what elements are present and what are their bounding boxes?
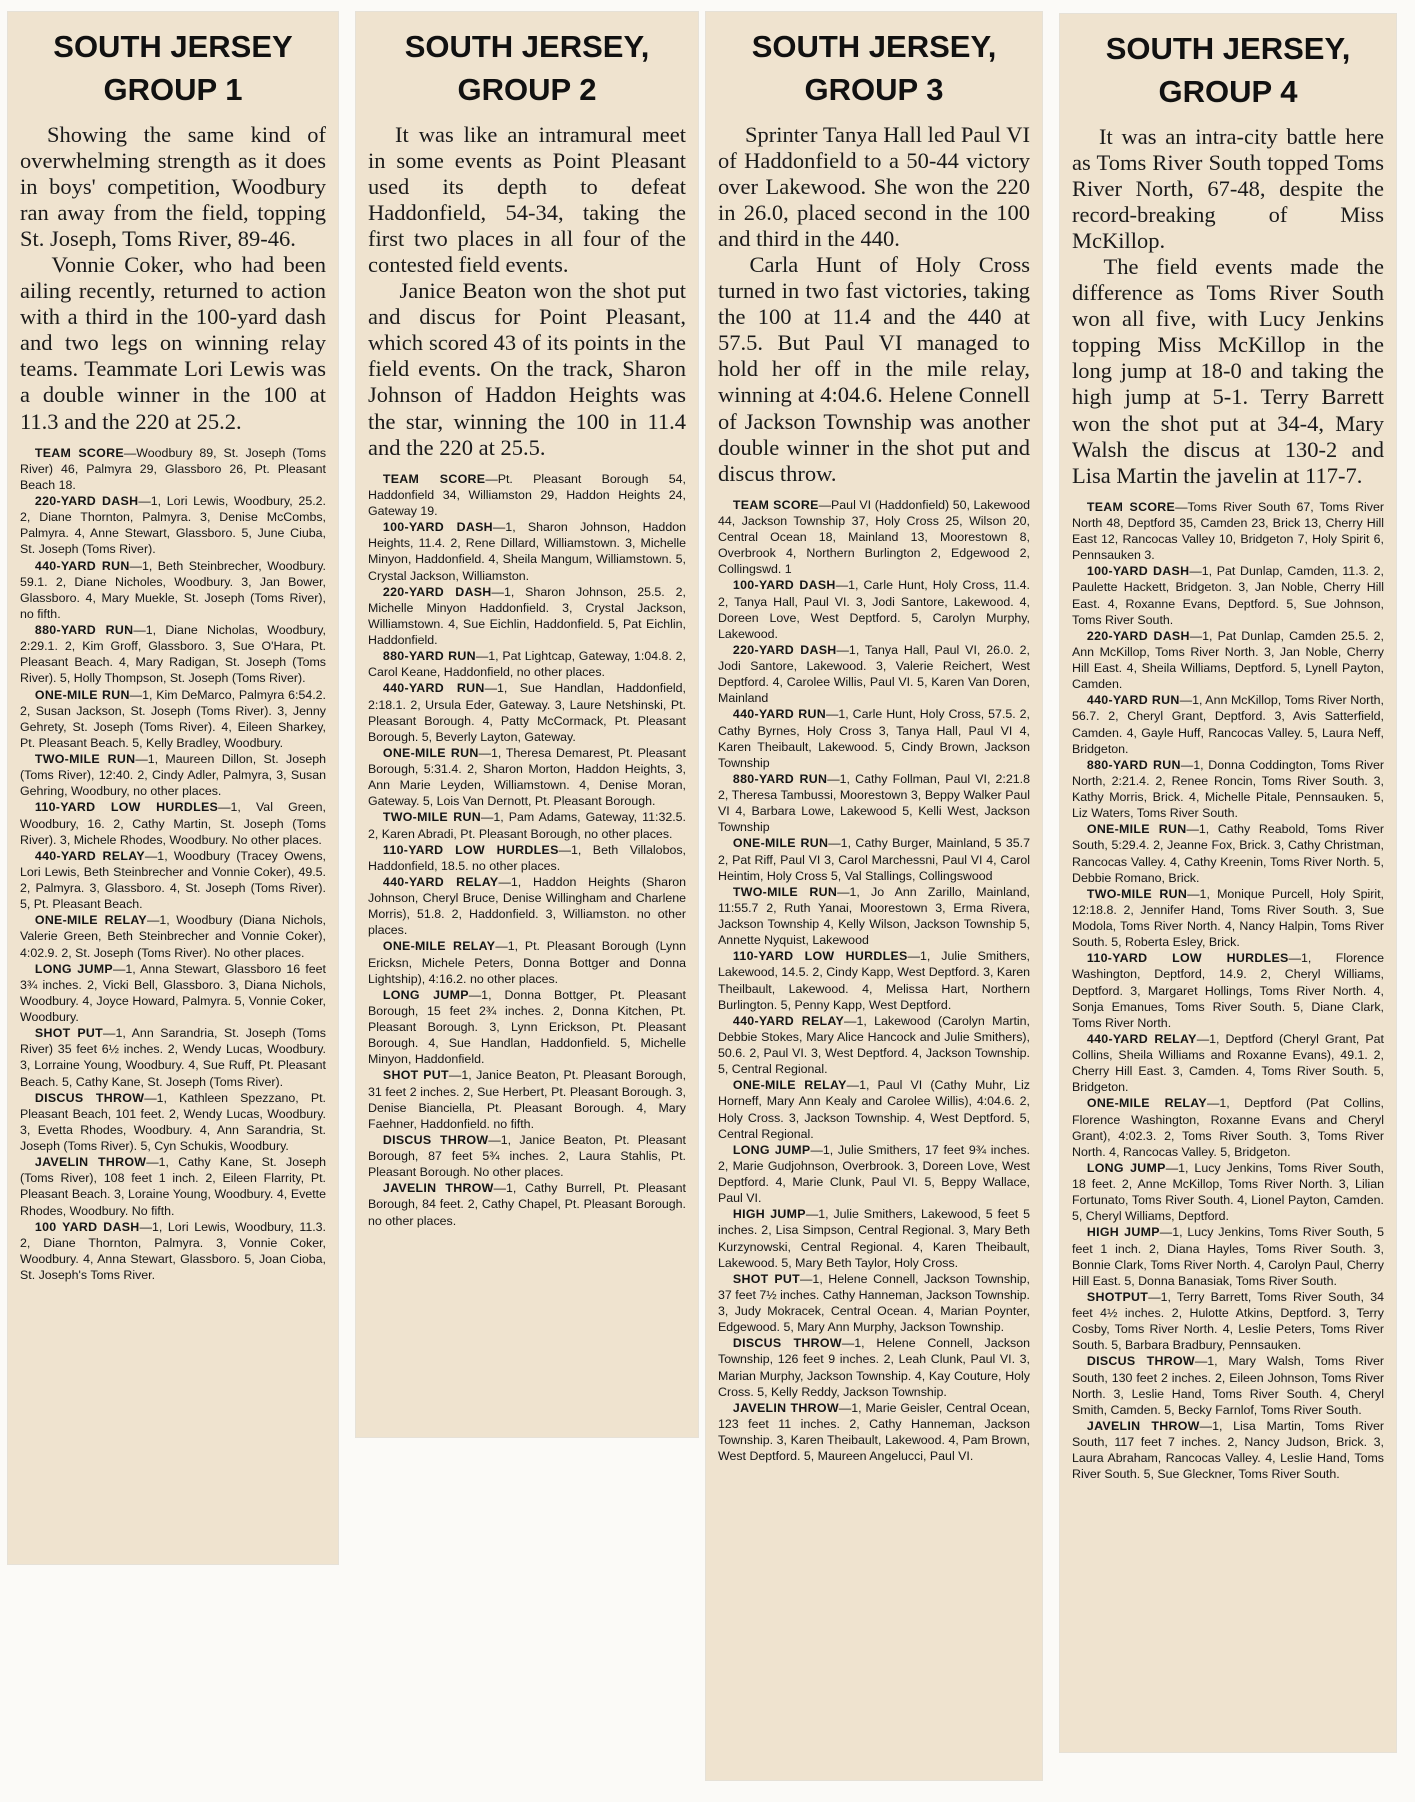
event-name: JAVELIN THROW: [732, 1400, 839, 1415]
results-list: [20, 445, 326, 1284]
lead-paragraph: It was like an intramural meet in some events as Point Pleasant used its depth to defeat Haddonfield, 54-34, taking the first two places in all four of the contested field events.: [368, 121, 686, 277]
event-name: 440-YARD RELAY: [382, 874, 499, 889]
event-results: 1, Carle Hunt, Holy Cross, 11.4. 2, Tanya Hall, Paul VI. 3, Jodi Santore, Lakewood. 4, Doreen Love, West Deptford. 5, Carolyn Murphy, Lakewood.: [718, 578, 1030, 641]
event-results: 1, Sue Handlan, Haddonfield, 2:18.1. 2, Ursula Eder, Gateway. 3, Laure Netshinski, Pt. Pleasant Borough. 4, Patty McCormack, Pt. Pleasant Borough. 5, Beverly Layton, Gateway.: [368, 681, 686, 744]
lead-paragraph: Sprinter Tanya Hall led Paul VI of Haddonfield to a 50-44 victory over Lakewood. She won the 220 in 26.0, placed second in the 100 and third in the 440.: [718, 121, 1030, 251]
event-name: TEAM SCORE: [732, 497, 819, 512]
event-name: 440-YARD RELAY: [34, 848, 145, 863]
event-results: 1, Terry Barrett, Toms River South, 34 feet 4½ inches. 2, Hulotte Atkins, Deptford. 3, Terry Cosby, Toms River North. 4, Leslie Peters, Toms River South. 5, Barbara Bradbury, Pennsauken.: [1072, 1289, 1384, 1353]
event-results: 1, Kathleen Spezzano, Pt. Pleasant Beach, 101 feet. 2, Wendy Lucas, Woodbury. 3, Evetta Rhodes, Woodbury. 4, Ann Sarandria, St. Joseph (Toms River). 5, Cyn Schukis, Woodbury.: [20, 1090, 327, 1154]
result-entry: 100-YARD DASH—1, Carle Hunt, Holy Cross, 11.4. 2, Tanya Hall, Paul VI. 3, Jodi Santore, Lakewood. 4, Doreen Love, West Deptford. 5, Carolyn Murphy, Lakewood.: [718, 578, 1030, 641]
event-name: DISCUS THROW: [1086, 1354, 1195, 1369]
event-results: Toms River South 67, Toms River North 48, Deptford 35, Camden 23, Brick 13, Cherry Hill East 12, Rancocas Valley 10, Bridgeton 7, Holy Spirit 6, Pennsauken 3.: [1072, 499, 1385, 563]
result-entry: 100-YARD DASH—1, Sharon Johnson, Haddon Heights, 11.4. 2, Rene Dillard, Williamstown. 3, Michelle Minyon, Haddonfield. 4, Sheila Mangum, Williamstown. 5, Crystal Jackson, Williamston.: [368, 520, 686, 583]
event-name: 110-YARD LOW HURDLES: [1086, 951, 1289, 966]
result-entry: 100-YARD DASH—1, Pat Dunlap, Camden, 11.3. 2, Paulette Hackett, Bridgeton. 3, Jan Noble, Cherry Hill East. 4, Roxanne Evans, Deptford. 5, Sue Johnson, Toms River South.: [1072, 564, 1384, 627]
event-results: 1, Janice Beaton, Pt. Pleasant Borough, 31 feet 2 inches. 2, Sue Herbert, Pt. Pleasant Borough. 3, Denise Bianciella, Pt. Pleasant Borough. 4, Mary Faehner, Haddonfield. no fifth.: [368, 1068, 687, 1131]
result-entry: 110-YARD LOW HURDLES—1, Florence Washington, Deptford, 14.9. 2, Cheryl Williams, Deptford. 3, Margaret Hollings, Toms River North. 4, Sonja Emanues, Toms River South. 5, Diane Clark, Toms River North.: [1072, 951, 1385, 1030]
event-name: TEAM SCORE: [34, 445, 124, 460]
event-results: 1, Beth Steinbrecher, Woodbury. 59.1. 2, Diane Nicholes, Woodbury. 3, Jan Bower, Glassboro. 4, Mary Muekle, St. Joseph (Toms River), no fifth.: [20, 558, 326, 621]
event-name: 220-YARD DASH: [382, 584, 492, 599]
result-entry: DISCUS THROW—1, Janice Beaton, Pt. Pleasant Borough, 87 feet 5¾ inches. 2, Laura Stahlis, Pt. Pleasant Borough. No other places.: [368, 1132, 686, 1180]
result-entry: ONE-MILE RELAY—1, Paul VI (Cathy Muhr, Liz Horneff, Mary Ann Kealy and Carolee Willis), 4:04.6. 2, Holy Cross. 3, Jackson Township. 4, West Deptford. 5, Central Regional.: [718, 1078, 1031, 1141]
event-results: 1, Ann McKillop, Toms River North, 56.7. 2, Cheryl Grant, Deptford. 3, Avis Satterfield, Camden. 4, Gayle Huff, Rancocas Valley. 5, Laura Neff, Bridgeton.: [1072, 693, 1384, 756]
event-name: 440-YARD RELAY: [732, 1013, 845, 1028]
event-results: 1, Woodbury (Diana Nichols, Valerie Green, Beth Steinbrecher and Vonnie Coker), 4:02.9. 2, St. Joseph (Toms River). No other places.: [20, 913, 326, 960]
event-name: SHOT PUT: [34, 1026, 104, 1041]
headline: [368, 26, 686, 112]
results-list: [718, 497, 1030, 1465]
event-name: ONE-MILE RELAY: [34, 913, 147, 928]
event-name: TEAM SCORE: [382, 471, 486, 486]
event-results: 1, Val Green, Woodbury, 16. 2, Cathy Martin, St. Joseph (Toms River). 3, Michele Rhodes, Woodbury. No other places.: [20, 800, 326, 847]
event-name: JAVELIN THROW: [382, 1181, 494, 1196]
result-entry: JAVELIN THROW—1, Cathy Burrell, Pt. Pleasant Borough, 84 feet. 2, Cathy Chapel, Pt. Pleasant Borough. no other places.: [368, 1181, 686, 1228]
lead-paragraph: Showing the same kind of overwhelming strength as it does in boys' competition, Woodbury ran away from the field, topping St. Joseph, Toms River, 89-46.: [20, 121, 326, 251]
result-entry: ONE-MILE RUN—1, Kim DeMarco, Palmyra 6:54.2. 2, Susan Jackson, St. Joseph (Toms River). 3, Jenny Gehrety, St. Joseph (Toms River). 4, Eileen Sharkey, Pt. Pleasant Beach. 5, Kelly Bradley, Woodbury.: [20, 687, 327, 750]
event-results: 1, Monique Purcell, Holy Spirit, 12:18.8. 2, Jennifer Hand, Toms River South. 3, Sue Modola, Toms River North. 4, Nancy Halpin, Toms River South. 5, Roberta Esley, Brick.: [1072, 886, 1384, 950]
result-entry: ONE-MILE RELAY—1, Deptford (Pat Collins, Florence Washington, Roxanne Evans and Cheryl Grant), 4:02.3. 2, Toms River South. 3, Toms River North. 4, Rancocas Valley. 5, Bridgeton.: [1072, 1096, 1384, 1159]
event-results: 1, Marie Geisler, Central Ocean, 123 feet 11 inches. 2, Cathy Hanneman, Jackson Township. 3, Karen Theibault, Lakewood. 4, Pam Brown, West Deptford. 5, Maureen Angelucci, Paul VI.: [718, 1400, 1030, 1464]
result-entry: 440-YARD RUN—1, Ann McKillop, Toms River North, 56.7. 2, Cheryl Grant, Deptford. 3, Avis Satterfield, Camden. 4, Gayle Huff, Rancocas Valley. 5, Laura Neff, Bridgeton.: [1072, 693, 1384, 756]
event-name: SHOT PUT: [732, 1271, 801, 1286]
event-results: 1, Julie Smithers, 17 feet 9¾ inches. 2, Marie Gudjohnson, Overbrook. 3, Doreen Love, West Deptford. 4, Marie Clunk, Paul VI. 5, Beppy Wallace, Paul VI.: [718, 1142, 1030, 1206]
event-name: 880-YARD RUN: [1086, 757, 1181, 772]
event-results: 1, Jo Ann Zarillo, Mainland, 11:55.7 2, Ruth Yanai, Moorestown 3, Erma Rivera, Jackson Township 4, Kelly Wilson, Jackson Township 5, Annette Nyquist, Lakewood: [718, 884, 1030, 948]
event-name: TWO-MILE RUN: [34, 752, 136, 767]
result-entry: JAVELIN THROW—1, Cathy Kane, St. Joseph (Toms River), 108 feet 1 inch. 2, Eileen Flarrity, Pt. Pleasant Beach. 3, Loraine Young, Woodbury. 4, Evette Rhodes, Woodbury. No fifth.: [20, 1155, 326, 1218]
event-name: ONE-MILE RELAY: [1086, 1096, 1207, 1111]
event-results: 1, Cathy Kane, St. Joseph (Toms River), 108 feet 1 inch. 2, Eileen Flarrity, Pt. Pleasant Beach. 3, Loraine Young, Woodbury. 4, Evette Rhodes, Woodbury. No fifth.: [20, 1155, 326, 1218]
event-name: 100-YARD DASH: [382, 520, 493, 535]
lead-paragraph: The field events made the difference as Toms River South won all five, with Lucy Jenkins topping Miss McKillop in the long jump at 18-0 and taking the high jump at 5-1. Terry Barrett won the shot put at 34-4, Mary Walsh the discus at 130-2 and Lisa Martin the javelin at 117-7.: [1072, 254, 1384, 488]
event-name: 880-YARD RUN: [732, 771, 828, 786]
headline-line-2: GROUP 2: [457, 71, 597, 107]
event-results: 1, Julie Smithers, Lakewood, 14.5. 2, Cindy Kapp, West Deptford. 3, Karen Theilbault, Lakewood. 4, Melissa Hart, Northern Burlington. 5, Penny Kapp, West Deptford.: [718, 949, 1030, 1012]
result-entry: LONG JUMP—1, Anna Stewart, Glassboro 16 feet 3¾ inches. 2, Vicki Bell, Glassboro. 3, Diana Nichols, Woodbury. 4, Joyce Howard, Palmyra. 5, Vonnie Coker, Woodbury.: [20, 961, 326, 1025]
result-entry: 440-YARD RELAY—1, Deptford (Cheryl Grant, Pat Collins, Sheila Williams and Roxanne Evans), 49.1. 2, Cherry Hill East. 3, Camden. 4, Toms River South. 5, Bridgeton.: [1072, 1031, 1384, 1095]
event-name: 220-YARD DASH: [1086, 628, 1190, 643]
result-entry: SHOT PUT—1, Janice Beaton, Pt. Pleasant Borough, 31 feet 2 inches. 2, Sue Herbert, Pt. Pleasant Borough. 3, Denise Bianciella, Pt. Pleasant Borough. 4, Mary Faehner, Haddonfield. no fifth.: [368, 1068, 687, 1131]
result-entry: 440-YARD RELAY—1, Woodbury (Tracey Owens, Lori Lewis, Beth Steinbrecher and Vonnie Coker), 49.5. 2, Palmyra. 3, Glassboro. 4, St. Joseph (Toms River). 5, Pt. Pleasant Beach.: [20, 848, 326, 912]
result-entry: TEAM SCORE—Paul VI (Haddonfield) 50, Lakewood 44, Jackson Township 37, Holy Cross 25, Wilson 20, Central Ocean 18, Mainland 13, Moorestown 8, Overbrook 4, Northern Burlington 2, Edgewood 2, Collingswd. 1: [718, 497, 1030, 577]
result-entry: HIGH JUMP—1, Lucy Jenkins, Toms River South, 5 feet 1 inch. 2, Diana Hayles, Toms River South. 3, Bonnie Clark, Toms River North. 4, Carolyn Paul, Cherry Hill East. 5, Donna Banasiak, Toms River South.: [1072, 1225, 1385, 1288]
result-entry: LONG JUMP—1, Lucy Jenkins, Toms River South, 18 feet. 2, Anne McKillop, Toms River North. 3, Lilian Fortunato, Toms River South. 4, Lionel Payton, Camden. 5, Cheryl Williams, Deptford.: [1072, 1160, 1384, 1224]
event-name: LONG JUMP: [1086, 1160, 1166, 1175]
result-entry: 880-YARD RUN—1, Diane Nicholas, Woodbury, 2:29.1. 2, Kim Groff, Glassboro. 3, Sue O'Hara, Pt. Pleasant Beach. 4, Mary Radigan, St. Joseph (Toms River). 5, Holly Thompson, St. Joseph (Toms River).: [20, 623, 326, 686]
result-entry: TEAM SCORE—Toms River South 67, Toms River North 48, Deptford 35, Camden 23, Brick 13, Cherry Hill East 12, Rancocas Valley 10, Bridgeton 7, Holy Spirit 6, Pennsauken 3.: [1072, 499, 1385, 563]
event-name: 440-YARD RUN: [732, 707, 827, 722]
event-results: 1, Anna Stewart, Glassboro 16 feet 3¾ inches. 2, Vicki Bell, Glassboro. 3, Diana Nichols, Woodbury. 4, Joyce Howard, Palmyra. 5, Vonnie Coker, Woodbury.: [20, 961, 326, 1025]
result-entry: JAVELIN THROW—1, Lisa Martin, Toms River South, 117 feet 7 inches. 2, Nancy Judson, Brick. 3, Laura Abraham, Rancocas Valley. 4, Leslie Hand, Toms River South. 5, Sue Gleckner, Toms River South.: [1072, 1418, 1384, 1482]
event-results: 1, Mary Walsh, Toms River South, 130 feet 2 inches. 2, Eileen Johnson, Toms River North. 3, Leslie Hand, Toms River South. 4, Cheryl Smith, Camden. 5, Becky Farnlof, Toms River South.: [1072, 1354, 1385, 1417]
event-results: 1, Cathy Reabold, Toms River South, 5:29.4. 2, Jeanne Fox, Brick. 3, Cathy Christman, Rancocas Valley. 4, Cathy Kreenin, Toms River North. 5, Debbie Romano, Brick.: [1072, 822, 1384, 885]
event-results: 1, Julie Smithers, Lakewood, 5 feet 5 inches. 2, Lisa Simpson, Central Regional. 3, Mary Beth Kurzynowski, Central Regional. 4, Karen Theibault, Lakewood. 5, Mary Beth Taylor, Holy Cross.: [718, 1207, 1031, 1270]
clipping-group3: [706, 12, 1042, 1780]
headline-line-2: GROUP 1: [103, 71, 243, 107]
event-name: JAVELIN THROW: [1086, 1418, 1200, 1433]
result-entry: TWO-MILE RUN—1, Pam Adams, Gateway, 11:32.5. 2, Karen Abradi, Pt. Pleasant Borough, no other places.: [368, 810, 686, 841]
event-results: 1, Lucy Jenkins, Toms River South, 18 feet. 2, Anne McKillop, Toms River North. 3, Lilian Fortunato, Toms River South. 4, Lionel Payton, Camden. 5, Cheryl Williams, Deptford.: [1072, 1160, 1384, 1224]
event-name: LONG JUMP: [34, 961, 113, 976]
lead-paragraph: Vonnie Coker, who had been ailing recently, returned to action with a third in the 100-yard dash and two legs on winning relay teams. Teammate Lori Lewis was a double winner in the 100 at 11.3 and the 220 at 25.2.: [20, 252, 326, 434]
result-entry: 110-YARD LOW HURDLES—1, Beth Villalobos, Haddonfield, 18.5. no other places.: [368, 842, 686, 873]
event-name: 440-YARD RUN: [34, 558, 130, 573]
event-results: 1, Ann Sarandria, St. Joseph (Toms River) 35 feet 6½ inches. 2, Wendy Lucas, Woodbury. 3, Lorraine Young, Woodbury. 4, Sue Ruff, Pt. Pleasant Beach. 5, Cathy Kane, St. Joseph (Toms River).: [20, 1026, 326, 1089]
event-results: 1, Paul VI (Cathy Muhr, Liz Horneff, Mary Ann Kealy and Carolee Willis), 4:04.6. 2, Holy Cross. 3, Jackson Township. 4, West Deptford. 5, Central Regional.: [718, 1078, 1031, 1141]
event-name: ONE-MILE RUN: [34, 687, 130, 702]
event-results: 1, Haddon Heights (Sharon Johnson, Cheryl Bruce, Denise Willingham and Charlene Morris), 51.8. 2, Haddonfield. 3, Williamston. no other places.: [368, 874, 686, 938]
result-entry: TWO-MILE RUN—1, Monique Purcell, Holy Spirit, 12:18.8. 2, Jennifer Hand, Toms River South. 3, Sue Modola, Toms River North. 4, Nancy Halpin, Toms River South. 5, Roberta Esley, Brick.: [1072, 886, 1384, 950]
result-entry: ONE-MILE RUN—1, Cathy Burger, Mainland, 5 35.7 2, Pat Riff, Paul VI 3, Carol Marchessni, Paul VI 4, Carol Heintim, Holy Cross 5, Val Stallings, Collingswood: [718, 836, 1030, 883]
event-results: 1, Deptford (Pat Collins, Florence Washington, Roxanne Evans and Cheryl Grant), 4:02.3. 2, Toms River South. 3, Toms River North. 4, Rancocas Valley. 5, Bridgeton.: [1072, 1096, 1384, 1159]
event-name: 220-YARD DASH: [34, 494, 139, 509]
event-results: 1, Woodbury (Tracey Owens, Lori Lewis, Beth Steinbrecher and Vonnie Coker), 49.5. 2, Palmyra. 3, Glassboro. 4, St. Joseph (Toms River). 5, Pt. Pleasant Beach.: [20, 848, 326, 912]
event-name: LONG JUMP: [732, 1142, 811, 1157]
result-entry: 110-YARD LOW HURDLES—1, Val Green, Woodbury, 16. 2, Cathy Martin, St. Joseph (Toms River). 3, Michele Rhodes, Woodbury. No other places.: [20, 800, 326, 847]
event-results: 1, Lori Lewis, Woodbury, 11.3. 2, Diane Thornton, Palmyra. 3, Vonnie Coker, Woodbury. 4, Anna Stewart, Glassboro. 5, Joan Cioba, St. Joseph's Toms River.: [20, 1219, 326, 1283]
event-results: 1, Sharon Johnson, Haddon Heights, 11.4. 2, Rene Dillard, Williamstown. 3, Michelle Minyon, Haddonfield. 4, Sheila Mangum, Williamstown. 5, Crystal Jackson, Williamston.: [368, 520, 686, 583]
result-entry: 880-YARD RUN—1, Pat Lightcap, Gateway, 1:04.8. 2, Carol Keane, Haddonfield, no other places.: [368, 649, 686, 680]
event-name: ONE-MILE RUN: [382, 745, 479, 760]
event-results: 1, Deptford (Cheryl Grant, Pat Collins, Sheila Williams and Roxanne Evans), 49.1. 2, Cherry Hill East. 3, Camden. 4, Toms River South. 5, Bridgeton.: [1072, 1031, 1384, 1095]
event-name: DISCUS THROW: [732, 1336, 842, 1351]
event-results: 1, Carle Hunt, Holy Cross, 57.5. 2, Cathy Byrnes, Holy Cross 3, Tanya Hall, Paul VI 4, Karen Theibault, Lakewood. 5, Cindy Brown, Jackson Township: [718, 707, 1030, 770]
event-name: JAVELIN THROW: [34, 1155, 147, 1170]
result-entry: DISCUS THROW—1, Kathleen Spezzano, Pt. Pleasant Beach, 101 feet. 2, Wendy Lucas, Woodbury. 3, Evetta Rhodes, Woodbury. 4, Ann Sarandria, St. Joseph (Toms River). 5, Cyn Schukis, Woodbury.: [20, 1090, 327, 1154]
result-entry: HIGH JUMP—1, Julie Smithers, Lakewood, 5 feet 5 inches. 2, Lisa Simpson, Central Regional. 3, Mary Beth Kurzynowski, Central Regional. 4, Karen Theibault, Lakewood. 5, Mary Beth Taylor, Holy Cross.: [718, 1207, 1031, 1270]
event-name: DISCUS THROW: [382, 1132, 489, 1147]
event-results: 1, Cathy Burger, Mainland, 5 35.7 2, Pat Riff, Paul VI 3, Carol Marchessni, Paul VI 4, Carol Heintim, Holy Cross 5, Val Stallings, Collingswood: [718, 836, 1030, 883]
result-entry: TWO-MILE RUN—1, Jo Ann Zarillo, Mainland, 11:55.7 2, Ruth Yanai, Moorestown 3, Erma Rivera, Jackson Township 4, Kelly Wilson, Jackson Township 5, Annette Nyquist, Lakewood: [718, 884, 1030, 948]
event-name: 220-YARD DASH: [732, 642, 837, 657]
clipping-group4: [1060, 14, 1396, 1752]
event-results: 1, Cathy Burrell, Pt. Pleasant Borough, 84 feet. 2, Cathy Chapel, Pt. Pleasant Borough. no other places.: [368, 1181, 686, 1228]
result-entry: 880-YARD RUN—1, Donna Coddington, Toms River North, 2:21.4. 2, Renee Roncin, Toms River South. 3, Kathy Morris, Brick. 4, Michelle Pitale, Pennsauken. 5, Liz Waters, Toms River South.: [1072, 757, 1384, 821]
event-results: 1, Pt. Pleasant Borough (Lynn Ericksn, Michele Peters, Donna Bottger and Donna Lightship), 4:16.2. no other places.: [368, 939, 686, 986]
event-name: 100 YARD DASH: [34, 1219, 140, 1234]
event-results: 1, Helene Connell, Jackson Township, 37 feet 7½ inches. Cathy Hanneman, Jackson Township. 3, Judy Mokracek, Central Ocean. 4, Marian Poynter, Edgewood. 5, Mary Ann Murphy, Jackson Township.: [718, 1271, 1030, 1335]
event-name: TWO-MILE RUN: [1086, 886, 1188, 901]
event-results: 1, Maureen Dillon, St. Joseph (Toms River), 12:40. 2, Cindy Adler, Palmyra, 3, Susan Gehring, Woodbury, no other places.: [20, 752, 326, 799]
event-results: 1, Lori Lewis, Woodbury, 25.2. 2, Diane Thornton, Palmyra. 3, Denise McCombs, Palmyra. 4, Anne Stewart, Glassboro. 5, June Ciuba, St. Joseph (Toms River).: [20, 494, 326, 557]
headline-line-1: SOUTH JERSEY,: [751, 29, 997, 64]
event-results: 1, Lisa Martin, Toms River South, 117 feet 7 inches. 2, Nancy Judson, Brick. 3, Laura Abraham, Rancocas Valley. 4, Leslie Hand, Toms River South. 5, Sue Gleckner, Toms River South.: [1072, 1418, 1384, 1482]
event-name: ONE-MILE RUN: [732, 836, 829, 851]
event-results: Pt. Pleasant Borough 54, Haddonfield 34, Williamston 29, Haddon Heights 24, Gateway 19.: [368, 471, 686, 518]
event-name: 100-YARD DASH: [1086, 564, 1190, 579]
results-list: [1072, 499, 1384, 1483]
event-name: 110-YARD LOW HURDLES: [732, 949, 908, 964]
event-results: 1, Donna Coddington, Toms River North, 2:21.4. 2, Renee Roncin, Toms River South. 3, Kathy Morris, Brick. 4, Michelle Pitale, Pennsauken. 5, Liz Waters, Toms River South.: [1072, 757, 1384, 821]
event-results: 1, Helene Connell, Jackson Township, 126 feet 9 inches. 2, Leah Clunk, Paul VI. 3, Marian Murphy, Jackson Township. 4, Kay Couture, Holy Cross. 5, Kelly Reddy, Jackson Township.: [718, 1336, 1031, 1399]
event-results: 1, Lakewood (Carolyn Martin, Debbie Stokes, Mary Alice Hancock and Julie Smithers), 50.6. 2, Paul VI. 3, West Deptford. 4, Jackson Township. 5, Central Regional.: [718, 1013, 1030, 1077]
event-name: 880-YARD RUN: [382, 649, 476, 664]
event-results: 1, Pat Lightcap, Gateway, 1:04.8. 2, Carol Keane, Haddonfield, no other places.: [368, 649, 686, 680]
event-results: 1, Sharon Johnson, 25.5. 2, Michelle Minyon Haddonfield. 3, Crystal Jackson, Williamstown. 4, Sue Eichlin, Haddonfield. 5, Pat Eichlin, Haddonfield.: [368, 584, 686, 647]
event-results: 1, Theresa Demarest, Pt. Pleasant Borough, 5:31.4. 2, Sharon Morton, Haddon Heights, 3, Ann Marie Leyden, Williamstown. 4, Denise Moran, Gateway. 5, Lois Van Dernott, Pt. Pleasant Borough.: [368, 745, 686, 809]
event-name: 880-YARD RUN: [34, 623, 134, 638]
event-name: 110-YARD LOW HURDLES: [34, 800, 219, 815]
result-entry: ONE-MILE RELAY—1, Woodbury (Diana Nichols, Valerie Green, Beth Steinbrecher and Vonnie Coker), 4:02.9. 2, St. Joseph (Toms River). No other places.: [20, 913, 326, 960]
result-entry: LONG JUMP—1, Donna Bottger, Pt. Pleasant Borough, 15 feet 2¾ inches. 2, Donna Kitchen, Pt. Pleasant Borough. 3, Lynn Erickson, Pt. Pleasant Borough. 4, Sue Handlan, Haddonfield. 5, Michelle Minyon, Haddonfield.: [368, 987, 686, 1067]
event-results: 1, Janice Beaton, Pt. Pleasant Borough, 87 feet 5¾ inches. 2, Laura Stahlis, Pt. Pleasant Borough. No other places.: [368, 1132, 686, 1180]
headline-line-2: GROUP 4: [1158, 73, 1298, 109]
result-entry: ONE-MILE RUN—1, Theresa Demarest, Pt. Pleasant Borough, 5:31.4. 2, Sharon Morton, Haddon Heights, 3, Ann Marie Leyden, Williamstown. 4, Denise Moran, Gateway. 5, Lois Van Dernott, Pt. Pleasant Borough.: [368, 745, 686, 809]
result-entry: SHOT PUT—1, Ann Sarandria, St. Joseph (Toms River) 35 feet 6½ inches. 2, Wendy Lucas, Woodbury. 3, Lorraine Young, Woodbury. 4, Sue Ruff, Pt. Pleasant Beach. 5, Cathy Kane, St. Joseph (Toms River).: [20, 1026, 326, 1089]
event-name: TWO-MILE RUN: [732, 884, 838, 899]
event-results: 1, Lucy Jenkins, Toms River South, 5 feet 1 inch. 2, Diana Hayles, Toms River South. 3, Bonnie Clark, Toms River North. 4, Carolyn Paul, Cherry Hill East. 5, Donna Banasiak, Toms River South.: [1072, 1225, 1385, 1288]
result-entry: 440-YARD RELAY—1, Haddon Heights (Sharon Johnson, Cheryl Bruce, Denise Willingham and Charlene Morris), 51.8. 2, Haddonfield. 3, Williamston. no other places.: [368, 874, 686, 938]
result-entry: DISCUS THROW—1, Mary Walsh, Toms River South, 130 feet 2 inches. 2, Eileen Johnson, Toms River North. 3, Leslie Hand, Toms River South. 4, Cheryl Smith, Camden. 5, Becky Farnlof, Toms River South.: [1072, 1354, 1385, 1417]
result-entry: 220-YARD DASH—1, Tanya Hall, Paul VI, 26.0. 2, Jodi Santore, Lakewood. 3, Valerie Reichert, West Deptford. 4, Carolee Willis, Paul VI. 5, Karen Van Doren, Mainland: [718, 642, 1030, 706]
result-entry: TWO-MILE RUN—1, Maureen Dillon, St. Joseph (Toms River), 12:40. 2, Cindy Adler, Palmyra, 3, Susan Gehring, Woodbury, no other places.: [20, 752, 326, 799]
headline-line-2: GROUP 3: [804, 71, 944, 107]
result-entry: TEAM SCORE—Pt. Pleasant Borough 54, Haddonfield 34, Williamston 29, Haddon Heights 24, Gateway 19.: [368, 471, 686, 518]
lead-paragraph: Carla Hunt of Holy Cross turned in two fast victories, taking the 100 at 11.4 and the 440 at 57.5. But Paul VI managed to hold her off in the mile relay, winning at 4:04.6. Helene Connell of Jackson Township was another double winner in the shot put and discus throw.: [718, 252, 1030, 486]
event-name: LONG JUMP: [382, 987, 469, 1002]
event-name: TWO-MILE RUN: [382, 810, 481, 825]
event-name: 440-YARD RUN: [382, 681, 485, 696]
event-results: Woodbury 89, St. Joseph (Toms River) 46, Palmyra 29, Glassboro 26, Pt. Pleasant Beach 18.: [20, 445, 327, 492]
headline: [20, 26, 326, 112]
lead-paragraph: Janice Beaton won the shot put and discus for Point Pleasant, which scored 43 of its points in the field events. On the track, Sharon Johnson of Haddon Heights was the star, winning the 100 in 11.4 and the 220 at 25.5.: [368, 278, 686, 460]
result-entry: SHOTPUT—1, Terry Barrett, Toms River South, 34 feet 4½ inches. 2, Hulotte Atkins, Deptford. 3, Terry Cosby, Toms River North. 4, Leslie Peters, Toms River South. 5, Barbara Bradbury, Pennsauken.: [1072, 1289, 1384, 1353]
result-entry: SHOT PUT—1, Helene Connell, Jackson Township, 37 feet 7½ inches. Cathy Hanneman, Jackson Township. 3, Judy Mokracek, Central Ocean. 4, Marian Poynter, Edgewood. 5, Mary Ann Murphy, Jackson Township.: [718, 1271, 1030, 1335]
event-name: DISCUS THROW: [34, 1090, 145, 1105]
event-results: Paul VI (Haddonfield) 50, Lakewood 44, Jackson Township 37, Holy Cross 25, Wilson 20, Central Ocean 18, Mainland 13, Moorestown 8, Overbrook 4, Northern Burlington 2, Edgewood 2, Collingswd. 1: [718, 497, 1030, 577]
result-entry: TEAM SCORE—Woodbury 89, St. Joseph (Toms River) 46, Palmyra 29, Glassboro 26, Pt. Pleasant Beach 18.: [20, 445, 327, 492]
clipping-group1: [8, 12, 338, 1564]
headline-line-1: SOUTH JERSEY,: [1105, 31, 1351, 66]
headline-line-1: SOUTH JERSEY: [53, 29, 293, 64]
result-entry: ONE-MILE RUN—1, Cathy Reabold, Toms River South, 5:29.4. 2, Jeanne Fox, Brick. 3, Cathy Christman, Rancocas Valley. 4, Cathy Kreenin, Toms River North. 5, Debbie Romano, Brick.: [1072, 822, 1384, 885]
event-results: 1, Florence Washington, Deptford, 14.9. 2, Cheryl Williams, Deptford. 3, Margaret Hollings, Toms River North. 4, Sonja Emanues, Toms River South. 5, Diane Clark, Toms River North.: [1072, 951, 1385, 1030]
event-results: 1, Pat Dunlap, Camden 25.5. 2, Ann McKillop, Toms River North. 3, Jan Noble, Cherry Hill East. 4, Sheila Williams, Deptford. 5, Lynell Payton, Camden.: [1072, 628, 1384, 692]
event-name: ONE-MILE RELAY: [732, 1078, 847, 1093]
event-name: HIGH JUMP: [1086, 1225, 1160, 1240]
event-results: 1, Cathy Follman, Paul VI, 2:21.8 2, Theresa Tambussi, Moorestown 3, Beppy Walker Paul VI 4, Barbara Lowe, Lakewood 5, Kelli West, Jackson Township: [718, 771, 1030, 835]
event-results: 1, Pam Adams, Gateway, 11:32.5. 2, Karen Abradi, Pt. Pleasant Borough, no other places.: [368, 810, 686, 841]
event-name: SHOT PUT: [382, 1068, 449, 1083]
result-entry: 220-YARD DASH—1, Lori Lewis, Woodbury, 25.2. 2, Diane Thornton, Palmyra. 3, Denise McCombs, Palmyra. 4, Anne Stewart, Glassboro. 5, June Ciuba, St. Joseph (Toms River).: [20, 494, 326, 557]
event-results: 1, Pat Dunlap, Camden, 11.3. 2, Paulette Hackett, Bridgeton. 3, Jan Noble, Cherry Hill East. 4, Roxanne Evans, Deptford. 5, Sue Johnson, Toms River South.: [1072, 564, 1384, 627]
result-entry: 220-YARD DASH—1, Sharon Johnson, 25.5. 2, Michelle Minyon Haddonfield. 3, Crystal Jackson, Williamstown. 4, Sue Eichlin, Haddonfield. 5, Pat Eichlin, Haddonfield.: [368, 584, 686, 647]
event-name: 110-YARD LOW HURDLES: [382, 842, 559, 857]
result-entry: LONG JUMP—1, Julie Smithers, 17 feet 9¾ inches. 2, Marie Gudjohnson, Overbrook. 3, Doreen Love, West Deptford. 4, Marie Clunk, Paul VI. 5, Beppy Wallace, Paul VI.: [718, 1142, 1030, 1206]
result-entry: 110-YARD LOW HURDLES—1, Julie Smithers, Lakewood, 14.5. 2, Cindy Kapp, West Deptford. 3, Karen Theilbault, Lakewood. 4, Melissa Hart, Northern Burlington. 5, Penny Kapp, West Deptford.: [718, 949, 1030, 1012]
event-results: 1, Kim DeMarco, Palmyra 6:54.2. 2, Susan Jackson, St. Joseph (Toms River). 3, Jenny Gehrety, St. Joseph (Toms River). 4, Eileen Sharkey, Pt. Pleasant Beach. 5, Kelly Bradley, Woodbury.: [20, 687, 327, 750]
result-entry: 220-YARD DASH—1, Pat Dunlap, Camden 25.5. 2, Ann McKillop, Toms River North. 3, Jan Noble, Cherry Hill East. 4, Sheila Williams, Deptford. 5, Lynell Payton, Camden.: [1072, 628, 1384, 692]
event-results: 1, Donna Bottger, Pt. Pleasant Borough, 15 feet 2¾ inches. 2, Donna Kitchen, Pt. Pleasant Borough. 3, Lynn Erickson, Pt. Pleasant Borough. 4, Sue Handlan, Haddonfield. 5, Michelle Minyon, Haddonfield.: [368, 987, 686, 1067]
event-name: SHOTPUT: [1086, 1289, 1149, 1304]
result-entry: 440-YARD RUN—1, Sue Handlan, Haddonfield, 2:18.1. 2, Ursula Eder, Gateway. 3, Laure Netshinski, Pt. Pleasant Borough. 4, Patty McCormack, Pt. Pleasant Borough. 5, Beverly Layton, Gateway.: [368, 681, 686, 744]
event-results: 1, Beth Villalobos, Haddonfield, 18.5. no other places.: [368, 842, 686, 873]
event-name: 440-YARD RUN: [1086, 693, 1180, 708]
result-entry: 440-YARD RUN—1, Carle Hunt, Holy Cross, 57.5. 2, Cathy Byrnes, Holy Cross 3, Tanya Hall, Paul VI 4, Karen Theibault, Lakewood. 5, Cindy Brown, Jackson Township: [718, 707, 1030, 770]
result-entry: DISCUS THROW—1, Helene Connell, Jackson Township, 126 feet 9 inches. 2, Leah Clunk, Paul VI. 3, Marian Murphy, Jackson Township. 4, Kay Couture, Holy Cross. 5, Kelly Reddy, Jackson Township.: [718, 1336, 1031, 1399]
event-name: 100-YARD DASH: [732, 578, 836, 593]
result-entry: ONE-MILE RELAY—1, Pt. Pleasant Borough (Lynn Ericksn, Michele Peters, Donna Bottger and Donna Lightship), 4:16.2. no other places.: [368, 939, 686, 986]
result-entry: 440-YARD RELAY—1, Lakewood (Carolyn Martin, Debbie Stokes, Mary Alice Hancock and Julie Smithers), 50.6. 2, Paul VI. 3, West Deptford. 4, Jackson Township. 5, Central Regional.: [718, 1013, 1030, 1077]
event-results: 1, Tanya Hall, Paul VI, 26.0. 2, Jodi Santore, Lakewood. 3, Valerie Reichert, West Deptford. 4, Carolee Willis, Paul VI. 5, Karen Van Doren, Mainland: [718, 642, 1030, 706]
result-entry: JAVELIN THROW—1, Marie Geisler, Central Ocean, 123 feet 11 inches. 2, Cathy Hanneman, Jackson Township. 3, Karen Theibault, Lakewood. 4, Pam Brown, West Deptford. 5, Maureen Angelucci, Paul VI.: [718, 1400, 1030, 1464]
event-name: HIGH JUMP: [732, 1207, 806, 1222]
headline: [1072, 28, 1384, 114]
result-entry: 440-YARD RUN—1, Beth Steinbrecher, Woodbury. 59.1. 2, Diane Nicholes, Woodbury. 3, Jan Bower, Glassboro. 4, Mary Muekle, St. Joseph (Toms River), no fifth.: [20, 558, 326, 621]
result-entry: 880-YARD RUN—1, Cathy Follman, Paul VI, 2:21.8 2, Theresa Tambussi, Moorestown 3, Beppy Walker Paul VI 4, Barbara Lowe, Lakewood 5, Kelli West, Jackson Township: [718, 771, 1030, 835]
event-name: TEAM SCORE: [1086, 499, 1176, 514]
event-name: 440-YARD RELAY: [1086, 1031, 1197, 1046]
event-name: ONE-MILE RELAY: [382, 939, 496, 954]
results-list: [368, 471, 686, 1229]
event-results: 1, Diane Nicholas, Woodbury, 2:29.1. 2, Kim Groff, Glassboro. 3, Sue O'Hara, Pt. Pleasant Beach. 4, Mary Radigan, St. Joseph (Toms River). 5, Holly Thompson, St. Joseph (Toms River).: [20, 623, 326, 686]
event-name: ONE-MILE RUN: [1086, 822, 1187, 837]
headline: [718, 26, 1030, 112]
result-entry: 100 YARD DASH—1, Lori Lewis, Woodbury, 11.3. 2, Diane Thornton, Palmyra. 3, Vonnie Coker, Woodbury. 4, Anna Stewart, Glassboro. 5, Joan Cioba, St. Joseph's Toms River.: [20, 1219, 326, 1283]
clipping-group2: [356, 12, 698, 1437]
headline-line-1: SOUTH JERSEY,: [404, 29, 650, 64]
lead-paragraph: It was an intra-city battle here as Toms River South topped Toms River North, 67-48, despite the record-breaking of Miss McKillop.: [1072, 123, 1384, 253]
